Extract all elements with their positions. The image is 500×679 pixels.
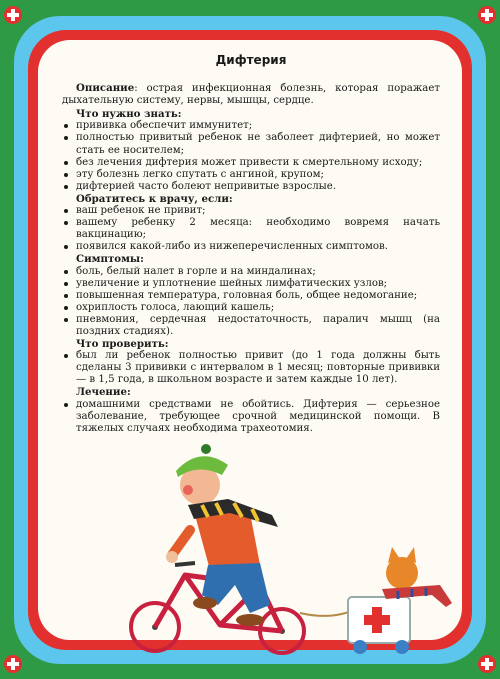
description-lead: Описание [76, 82, 135, 95]
list-item: прививка обеспечит иммунитет; [62, 120, 440, 132]
bullet-list [62, 205, 440, 253]
description-text: : острая инфекционная болезнь, которая поражает дыхательную систему, нервы, мышцы, сердце. [62, 83, 440, 107]
bullet-list [62, 266, 440, 339]
list-item: увеличение и уплотнение шейных лимфатических узлов; [62, 278, 440, 290]
section-heading: Обратитесь к врачу, если: [76, 192, 233, 205]
list-item: вашему ребенку 2 месяца: необходимо вовремя начать вакцинацию; [62, 217, 440, 241]
section-see-doctor [62, 193, 440, 253]
section-check [62, 338, 440, 386]
section-heading: Что нужно знать: [76, 108, 182, 121]
red-cross-icon [4, 655, 22, 673]
list-item: эту болезнь легко спутать с ангиной, крупом; [62, 169, 440, 181]
section-symptoms [62, 253, 440, 338]
bullet-list [62, 350, 440, 386]
red-cross-icon [4, 6, 22, 24]
boy-on-bicycle-illustration [110, 435, 460, 660]
list-item: пневмония, сердечная недостаточность, паралич мышц (на поздних стадиях). [62, 314, 440, 338]
list-item: дифтерией часто болеют непривитые взрослые. [62, 181, 440, 193]
section-heading: Что проверить: [76, 338, 169, 351]
section-heading [62, 386, 440, 398]
section-treatment [62, 386, 440, 434]
list-item: полностью привитый ребенок не заболеет дифтерией, но может стать ее носителем; [62, 132, 440, 156]
section-heading: Симптомы: [76, 253, 144, 266]
bullet-list [62, 120, 440, 193]
list-item: появился какой-либо из нижеперечисленных симптомов. [62, 241, 440, 253]
list-item: был ли ребенок полностью привит (до 1 года должны быть сделаны 3 прививки с интервалом в 1 месяц; повторные прививки — в 1,5 года, в школьном возрасте и затем каждые 10 лет). [62, 350, 440, 386]
list-item: охриплость голоса, лающий кашель; [62, 302, 440, 314]
page-title: Дифтерия [215, 53, 287, 67]
section-know [62, 108, 440, 193]
red-cross-icon [478, 6, 496, 24]
treatment-colon: : [126, 386, 131, 399]
list-item: ваш ребенок не привит; [62, 205, 440, 217]
description-paragraph [62, 82, 440, 107]
document-body [62, 54, 440, 435]
list-item: повышенная температура, головная боль, общее недомогание; [62, 290, 440, 302]
list-item: без лечения дифтерия может привести к смертельному исходу; [62, 157, 440, 169]
bullet-list [62, 399, 440, 435]
list-item: домашними средствами не обойтись. Дифтерия — серьезное заболевание, требующее срочной медицинской помощи. В тяжелых случаях необходима трахеотомия. [62, 399, 440, 435]
red-cross-icon [478, 655, 496, 673]
treatment-lead: Лечение [76, 386, 127, 399]
list-item: боль, белый налет в горле и на миндалинах; [62, 266, 440, 278]
